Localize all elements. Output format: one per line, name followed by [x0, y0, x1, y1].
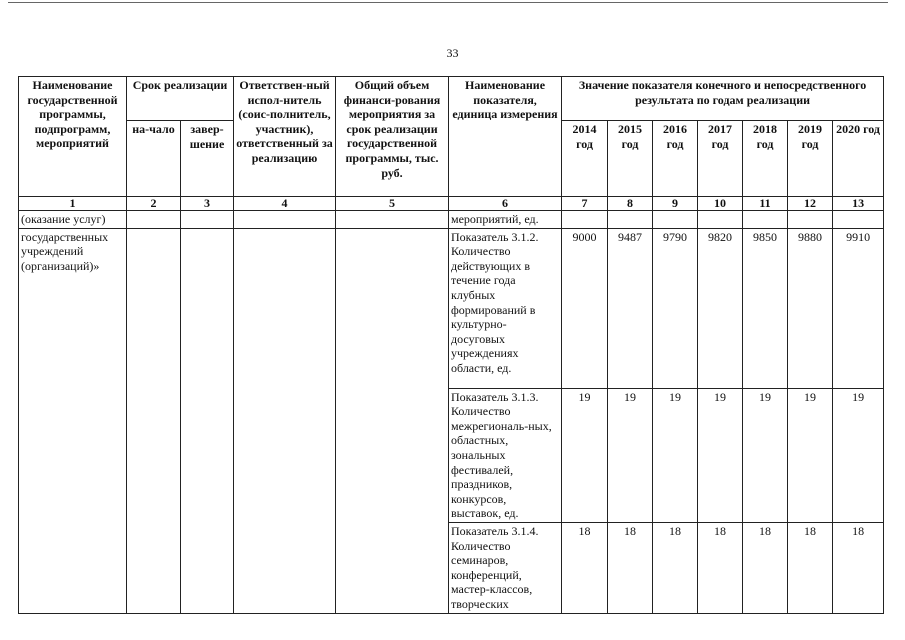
header-program-name: Наименование государственной программы, подпрограмм, мероприятий [19, 77, 127, 197]
value-cell: 18 [833, 522, 884, 613]
empty-cell [234, 211, 336, 229]
value-cell: 19 [788, 388, 833, 522]
empty-cell [608, 211, 653, 229]
empty-cell [698, 211, 743, 229]
column-number: 10 [698, 197, 743, 211]
value-cell: 18 [653, 522, 698, 613]
empty-cell [653, 211, 698, 229]
value-cell: 9000 [562, 228, 608, 388]
column-number: 11 [743, 197, 788, 211]
empty-cell [833, 211, 884, 229]
header-funding: Общий объем финанси-рования мероприятия за срок реализации государственной программы, тыс. руб. [336, 77, 449, 197]
empty-cell [336, 228, 449, 613]
header-term-start: на-чало [127, 121, 181, 197]
header-year-2020: 2020 год [833, 121, 884, 197]
column-number: 3 [181, 197, 234, 211]
header-year-2019: 2019 год [788, 121, 833, 197]
empty-cell [336, 211, 449, 229]
column-number: 13 [833, 197, 884, 211]
header-responsible: Ответствен-ный испол-нитель (соис-полнитель, участник), ответственный за реализацию [234, 77, 336, 197]
table-row [19, 228, 884, 388]
empty-cell [127, 211, 181, 229]
header-year-2016: 2016 год [653, 121, 698, 197]
indicator-cell: Показатель 3.1.3. Количество межрегиональ-ных, областных, зональных фестивалей, праздников, конкурсов, выставок, ед. [449, 388, 562, 522]
header-year-2018: 2018 год [743, 121, 788, 197]
header-year-2015: 2015 год [608, 121, 653, 197]
empty-cell [181, 211, 234, 229]
value-cell: 18 [743, 522, 788, 613]
column-number: 8 [608, 197, 653, 211]
empty-cell [181, 228, 234, 613]
page-number: 33 [446, 46, 459, 60]
value-cell: 9820 [698, 228, 743, 388]
header-indicator: Наименование показателя, единица измерения [449, 77, 562, 197]
column-number: 2 [127, 197, 181, 211]
indicator-cell: мероприятий, ед. [449, 211, 562, 229]
header-values: Значение показателя конечного и непосредственного результата по годам реализации [562, 77, 884, 121]
header-term-end: завер-шение [181, 121, 234, 197]
column-number: 4 [234, 197, 336, 211]
program-name-cell: (оказание услуг) [19, 211, 127, 229]
empty-cell [788, 211, 833, 229]
value-cell: 9487 [608, 228, 653, 388]
column-number: 5 [336, 197, 449, 211]
value-cell: 18 [562, 522, 608, 613]
header-year-2017: 2017 год [698, 121, 743, 197]
value-cell: 19 [698, 388, 743, 522]
value-cell: 9850 [743, 228, 788, 388]
header-term: Срок реализации [127, 77, 234, 121]
table-row [19, 211, 884, 229]
value-cell: 9790 [653, 228, 698, 388]
indicator-cell: Показатель 3.1.4. Количество семинаров, конференций, мастер-классов, творческих [449, 522, 562, 613]
value-cell: 18 [788, 522, 833, 613]
empty-cell [234, 228, 336, 613]
value-cell: 19 [608, 388, 653, 522]
value-cell: 9880 [788, 228, 833, 388]
value-cell: 19 [743, 388, 788, 522]
column-number: 12 [788, 197, 833, 211]
value-cell: 18 [608, 522, 653, 613]
column-number: 1 [19, 197, 127, 211]
value-cell: 9910 [833, 228, 884, 388]
column-number: 6 [449, 197, 562, 211]
value-cell: 19 [833, 388, 884, 522]
top-rule [8, 2, 888, 3]
value-cell: 18 [698, 522, 743, 613]
indicator-table [18, 76, 884, 614]
header-year-2014: 2014 год [562, 121, 608, 197]
value-cell: 19 [562, 388, 608, 522]
empty-cell [127, 228, 181, 613]
empty-cell [562, 211, 608, 229]
indicator-cell: Показатель 3.1.2. Количество действующих в течение года клубных формирований в культурно-досуговых учреждениях области, ед. [449, 228, 562, 388]
column-number: 9 [653, 197, 698, 211]
value-cell: 19 [653, 388, 698, 522]
column-number: 7 [562, 197, 608, 211]
program-name-cell: государственных учреждений (организаций)» [19, 228, 127, 613]
empty-cell [743, 211, 788, 229]
